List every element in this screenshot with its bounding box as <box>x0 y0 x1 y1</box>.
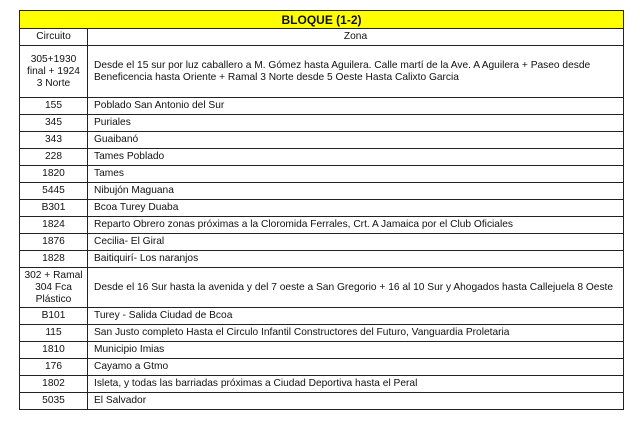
zone-cell: Tames Poblado <box>88 149 624 166</box>
zone-cell: Desde el 16 Sur hasta la avenida y del 7 oeste a San Gregorio + 16 al 10 Sur y Ahogados hasta Callejuela 8 Oeste <box>88 268 624 308</box>
title-row <box>20 11 624 29</box>
header-row <box>20 29 624 46</box>
circuit-cell: B301 <box>20 200 88 217</box>
table-row <box>20 308 624 325</box>
table-row <box>20 98 624 115</box>
circuit-cell: 176 <box>20 359 88 376</box>
table-row <box>20 325 624 342</box>
circuit-cell: 1828 <box>20 251 88 268</box>
table-row <box>20 115 624 132</box>
circuit-cell: 1876 <box>20 234 88 251</box>
table-row <box>20 251 624 268</box>
circuit-cell: 228 <box>20 149 88 166</box>
zone-cell: Cayamo a Gtmo <box>88 359 624 376</box>
table-row <box>20 359 624 376</box>
zone-cell: Turey - Salida Ciudad de Bcoa <box>88 308 624 325</box>
circuit-table-container <box>19 10 623 410</box>
table-row <box>20 234 624 251</box>
table-row <box>20 132 624 149</box>
zone-column-header: Zona <box>88 29 624 46</box>
zone-cell: Tames <box>88 166 624 183</box>
circuit-cell: 115 <box>20 325 88 342</box>
table-row <box>20 46 624 98</box>
zone-cell: Bcoa Turey Duaba <box>88 200 624 217</box>
zone-cell: Guaibanó <box>88 132 624 149</box>
zone-cell: Isleta, y todas las barriadas próximas a Ciudad Deportiva hasta el Peral <box>88 376 624 393</box>
circuit-cell: 1820 <box>20 166 88 183</box>
zone-cell: Municipio Imias <box>88 342 624 359</box>
table-row <box>20 217 624 234</box>
table-row <box>20 166 624 183</box>
circuit-cell: 1810 <box>20 342 88 359</box>
circuit-cell: 5035 <box>20 393 88 410</box>
zone-cell: Poblado San Antonio del Sur <box>88 98 624 115</box>
circuit-cell: 302 + Ramal 304 Fca Plástico <box>20 268 88 308</box>
circuit-cell: B101 <box>20 308 88 325</box>
zone-cell: Baitiquirí- Los naranjos <box>88 251 624 268</box>
table-row <box>20 200 624 217</box>
zone-cell: Desde el 15 sur por luz caballero a M. Gómez hasta Aguilera. Calle martí de la Ave. A Aguilera + Paseo desde Beneficencia hasta Oriente + Ramal 3 Norte desde 5 Oeste Hasta Calixto Garcia <box>88 46 624 98</box>
circuit-column-header: Circuito <box>20 29 88 46</box>
table-title: BLOQUE (1-2) <box>20 11 624 29</box>
zone-cell: Nibujón Maguana <box>88 183 624 200</box>
table-row <box>20 183 624 200</box>
circuit-cell: 343 <box>20 132 88 149</box>
zone-cell: El Salvador <box>88 393 624 410</box>
zone-cell: Puriales <box>88 115 624 132</box>
table-row <box>20 149 624 166</box>
zone-cell: Cecilia- El Giral <box>88 234 624 251</box>
circuit-zone-table <box>19 10 624 410</box>
table-row <box>20 342 624 359</box>
circuit-cell: 155 <box>20 98 88 115</box>
zone-cell: Reparto Obrero zonas próximas a la Cloromida Ferrales, Crt. A Jamaica por el Club Oficiales <box>88 217 624 234</box>
circuit-cell: 345 <box>20 115 88 132</box>
circuit-cell: 305+1930 final + 1924 3 Norte <box>20 46 88 98</box>
circuit-cell: 1824 <box>20 217 88 234</box>
circuit-cell: 1802 <box>20 376 88 393</box>
table-row <box>20 376 624 393</box>
zone-cell: San Justo completo Hasta el Circulo Infantil Constructores del Futuro, Vanguardia Proletaria <box>88 325 624 342</box>
table-row <box>20 393 624 410</box>
circuit-cell: 5445 <box>20 183 88 200</box>
table-row <box>20 268 624 308</box>
